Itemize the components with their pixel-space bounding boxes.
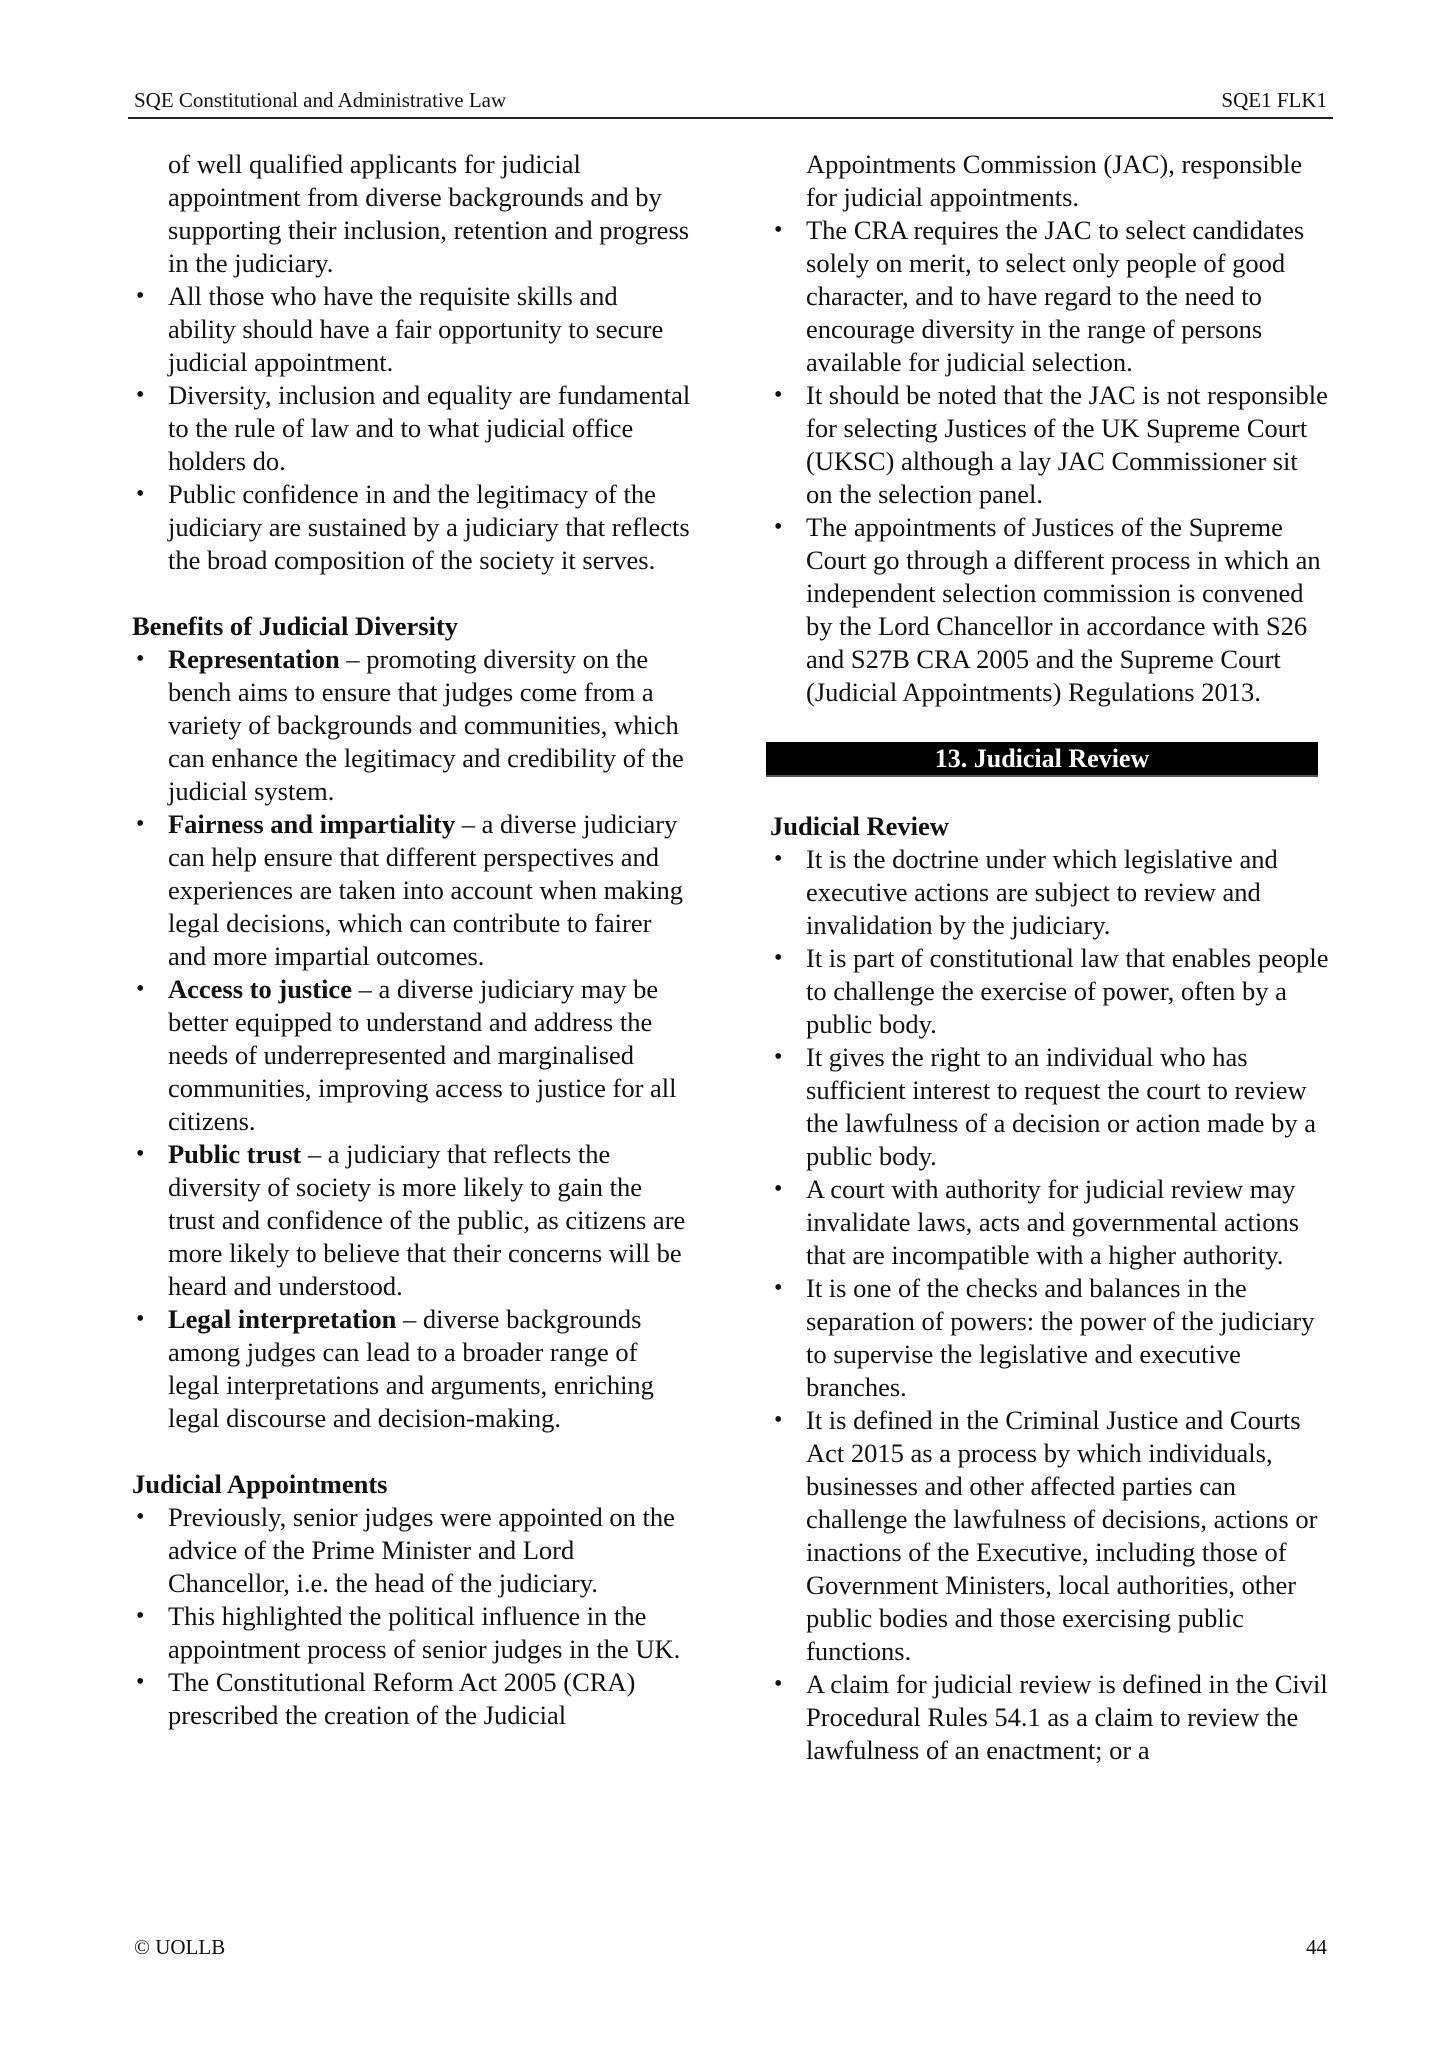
document-code: SQE1 FLK1 — [1221, 88, 1327, 112]
list-item: • A claim for judicial review is defined in the Civil Procedural Rules 54.1 as a claim to review the lawfulness of an enactment; or a — [770, 1668, 1330, 1767]
right-column — [770, 148, 1330, 1767]
page-header — [128, 87, 1333, 119]
list-item: • It is part of constitutional law that enables people to challenge the exercise of power, often by a public body. — [770, 942, 1330, 1041]
term: Public trust — [168, 1139, 302, 1169]
list-item: • A court with authority for judicial review may invalidate laws, acts and governmental actions that are incompatible with a higher authority. — [770, 1173, 1330, 1272]
benefits-list — [132, 643, 692, 1435]
description: – a diverse judiciary can help ensure that different perspectives and experiences are taken into account when making legal decisions, which can contribute to fairer and more impartial outcomes. — [168, 809, 684, 971]
list-item: • Public confidence in and the legitimacy of the judiciary are sustained by a judiciary that reflects the broad composition of the society it serves. — [132, 478, 692, 577]
list-item: • It should be noted that the JAC is not responsible for selecting Justices of the UK Supreme Court (UKSC) although a lay JAC Commissioner sit on the selection panel. — [770, 379, 1330, 511]
judicial-review-heading: Judicial Review — [770, 811, 949, 841]
document-title: SQE Constitutional and Administrative Law — [134, 88, 507, 112]
list-item — [132, 1138, 692, 1303]
list-item: • Diversity, inclusion and equality are fundamental to the rule of law and to what judicial office holders do. — [132, 379, 692, 478]
term: Legal interpretation — [168, 1304, 397, 1334]
term: Fairness and impartiality — [168, 809, 456, 839]
continued-paragraph: Appointments Commission (JAC), responsible for judicial appointments. — [806, 149, 1303, 212]
term: Access to justice — [168, 974, 352, 1004]
judicial-review-list — [770, 843, 1330, 1767]
appointments-heading: Judicial Appointments — [132, 1469, 388, 1499]
description: – a diverse judiciary may be better equipped to understand and address the needs of underrepresented and marginalised communities, improving access to justice for all citizens. — [168, 974, 677, 1136]
appointments-list — [132, 1501, 692, 1732]
list-item: • It is one of the checks and balances in the separation of powers: the power of the judiciary to supervise the legislative and executive branches. — [770, 1272, 1330, 1404]
list-item — [132, 808, 692, 973]
list-item: • It gives the right to an individual who has sufficient interest to request the court to review the lawfulness of a decision or action made by a public body. — [770, 1041, 1330, 1173]
continued-paragraph: of well qualified applicants for judicial appointment from diverse backgrounds and by supporting their inclusion, retention and progress in the judiciary. — [168, 149, 690, 278]
appointments-list-continued — [770, 214, 1330, 709]
list-item: • The appointments of Justices of the Supreme Court go through a different process in which an independent selection commission is convened by the Lord Chancellor in accordance with S26 and S27B CRA 2005 and the Supreme Court (Judicial Appointments) Regulations 2013. — [770, 511, 1330, 709]
list-item — [132, 643, 692, 808]
list-item: • Previously, senior judges were appointed on the advice of the Prime Minister and Lord Chancellor, i.e. the head of the judiciary. — [132, 1501, 692, 1600]
list-item — [132, 973, 692, 1138]
description: – a judiciary that reflects the diversity of society is more likely to gain the trust and confidence of the public, as citizens are more likely to believe that their concerns will be heard and understood. — [168, 1139, 686, 1301]
list-item: • This highlighted the political influence in the appointment process of senior judges in the UK. — [132, 1600, 692, 1666]
page-number: 44 — [1306, 1935, 1327, 1959]
section-banner: 13. Judicial Review — [766, 742, 1318, 777]
description: – diverse backgrounds among judges can lead to a broader range of legal interpretations and arguments, enriching legal discourse and decision-making. — [168, 1304, 654, 1433]
list-item: • It is the doctrine under which legislative and executive actions are subject to review and invalidation by the judiciary. — [770, 843, 1330, 942]
list-item: • The CRA requires the JAC to select candidates solely on merit, to select only people of good character, and to have regard to the need to encourage diversity in the range of persons available for judicial selection. — [770, 214, 1330, 379]
copyright: © UOLLB — [134, 1935, 226, 1959]
list-item: • It is defined in the Criminal Justice and Courts Act 2015 as a process by which individuals, businesses and other affected parties can challenge the lawfulness of decisions, actions or inactions of the Executive, including those of Government Ministers, local authorities, other public bodies and those exercising public functions. — [770, 1404, 1330, 1668]
list-item: • The Constitutional Reform Act 2005 (CRA) prescribed the creation of the Judicial — [132, 1666, 692, 1732]
left-column — [132, 148, 692, 1732]
intro-bullet-list — [132, 280, 692, 577]
benefits-heading: Benefits of Judicial Diversity — [132, 611, 459, 641]
term: Representation — [168, 644, 340, 674]
list-item: • All those who have the requisite skills and ability should have a fair opportunity to secure judicial appointment. — [132, 280, 692, 379]
list-item — [132, 1303, 692, 1435]
description: – promoting diversity on the bench aims to ensure that judges come from a variety of backgrounds and communities, which can enhance the legitimacy and credibility of the judicial system. — [168, 644, 684, 806]
